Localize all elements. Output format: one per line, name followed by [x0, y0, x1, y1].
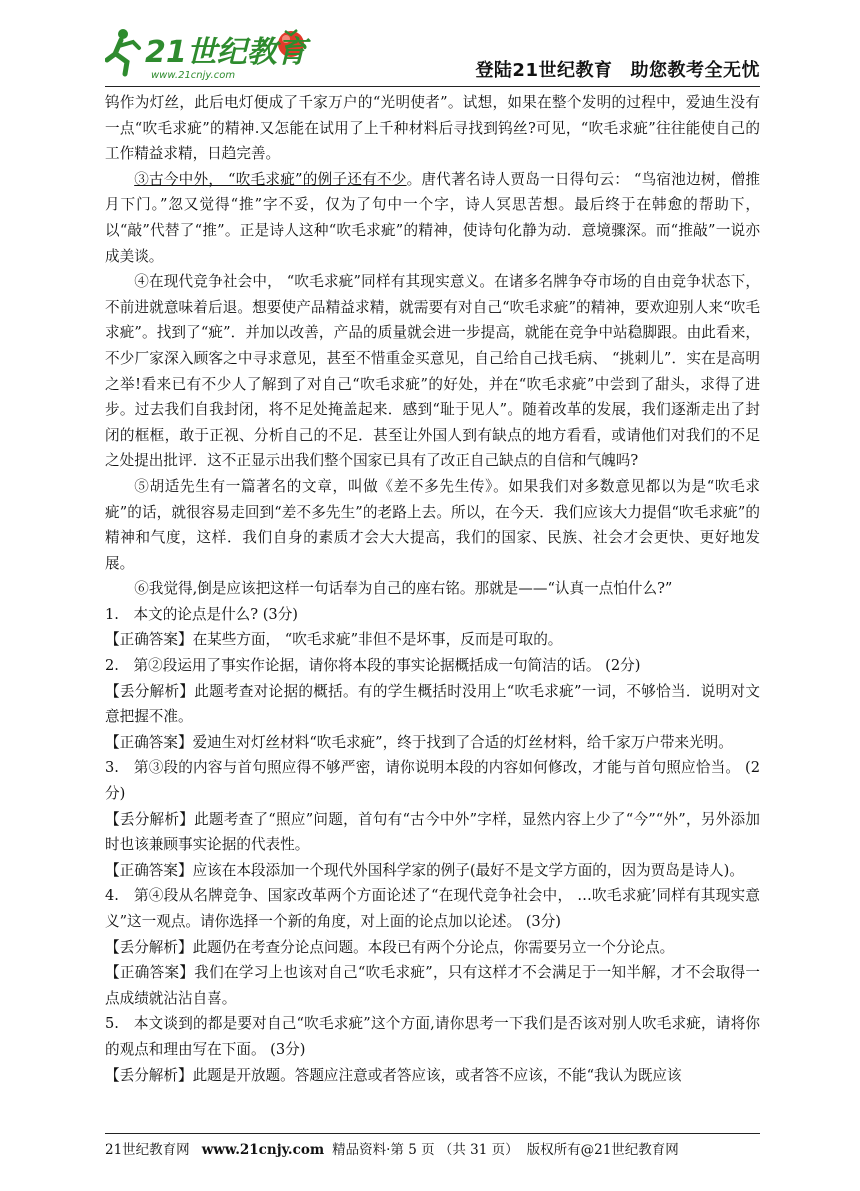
analysis-5: 【丢分解析】此题是开放题。答题应注意或者答应该，或者答不应该，不能“我认为既应该 — [105, 1066, 682, 1084]
question-3: 3. 第③段的内容与首句照应得不够严密，请你说明本段的内容如何修改，才能与首句照应恰当。 (2分) — [105, 759, 760, 803]
question-1: 1. 本文的论点是什么? (3分) — [105, 605, 298, 623]
answer-1: 【正确答案】在某些方面， “吹毛求疵”非但不是坏事，反而是可取的。 — [105, 631, 563, 649]
underlined-phrase: ③古今中外， “吹毛求疵”的例子还有不少 — [134, 170, 407, 188]
paragraph-4: ④在现代竞争社会中， “吹毛求疵”同样有其现实意义。在诸多名牌争夺市场的自由竞争状态下，不前进就意味着后退。想要使产品精益求精，就需要有对自己“吹毛求疵”的精神，要欢迎别人来“吹毛求疵”。找到了“疵”．并加以改善，产品的质量就会进一步提高，就能在竞争中站稳脚跟。由此看来，不少厂家深入顾客之中寻求意见，甚至不惜重金买意见，自己给自己找毛病、 “挑刺儿”．实在是高明之举!看来已有不少人了解到了对自己“吹毛求疵”的好处，并在“吹毛求疵”中尝到了甜头，求得了进步。过去我们自我封闭，将不足处掩盖起来．感到“耻于见人”。随着改革的发展，我们逐渐走出了封闭的框框，敢于正视、分析自己的不足．甚至让外国人到有缺点的地方看看，或请他们对我们的不足之处提出批评．这不正显示出我们整个国家已具有了改正自己缺点的自信和气魄吗? — [105, 273, 760, 470]
question-4: 4. 第④段从名牌竞争、国家改革两个方面论述了“在现代竞争社会中， …吹毛求疵’同样有其现实意义”这一观点。请你选择一个新的角度，对上面的论点加以论述。 (3分) — [105, 887, 760, 930]
footer-site: 21世纪教育网 — [105, 1142, 190, 1158]
paragraph-6: ⑥我觉得,倒是应该把这样一句话奉为自己的座右铭。那就是——“认真一点怕什么?” — [134, 580, 673, 598]
svg-text:21世纪教育: 21世纪教育 — [145, 35, 307, 70]
footer-url[interactable]: www.21cnjy.com — [201, 1142, 325, 1158]
question-2: 2. 第②段运用了事实作论据，请你将本段的事实论据概括成一句简洁的话。 (2分) — [105, 657, 641, 675]
answer-4: 【正确答案】我们在学习上也该对自己“吹毛求疵”，只有这样才不会满足于一知半解，才不会取得一点成绩就沾沾自喜。 — [105, 964, 760, 1007]
logo[interactable] — [105, 24, 315, 84]
page-footer — [105, 1138, 760, 1158]
header-divider — [105, 86, 760, 87]
svg-text:www.21cnjy.com: www.21cnjy.com — [151, 70, 236, 81]
paragraph-3-rest: 。唐代著名诗人贾岛一日得句云： “鸟宿池边树，僧推月下门。”忽又觉得“推”字不妥，仅为了句中一个字，诗人冥思苦想。最后终于在韩愈的帮助下，以“敲”代替了“推”。正是诗人这种“吹毛求疵”的精神，使诗句化静为动．意境骤深。而“推敲”一说亦成美谈。 — [105, 170, 761, 265]
analysis-3: 【丢分解析】此题考查了“照应”问题，首句有“古今中外”字样，显然内容上少了“今”“外”，另外添加时也该兼顾事实论据的代表性。 — [105, 810, 760, 854]
footer-divider — [105, 1133, 760, 1134]
footer-page-info: 精品资料·第 5 页 （共 31 页） — [332, 1142, 519, 1158]
slogan-right: 助您教考全无忧 — [630, 60, 760, 81]
document-body — [105, 90, 760, 1088]
header-slogan — [475, 56, 760, 82]
runner-icon — [107, 29, 139, 74]
question-5: 5. 本文谈到的都是要对自己“吹毛求疵”这个方面,请你思考一下我们是否该对别人吹毛求疵，请将你的观点和理由写在下面。 (3分) — [105, 1015, 760, 1058]
footer-copyright: 版权所有@21世纪教育网 — [526, 1142, 679, 1158]
answer-2: 【正确答案】爱迪生对灯丝材料“吹毛求疵”，终于找到了合适的灯丝材料，给千家万户带来光明。 — [105, 733, 733, 751]
slogan-left: 登陆21世纪教育 — [475, 60, 613, 81]
paragraph-5: ⑤胡适先生有一篇著名的文章，叫做《差不多先生传》。如果我们对多数意见都以为是“吹毛求疵”的话，就很容易走回到“差不多先生”的老路上去。所以，在今天．我们应该大力提倡“吹毛求疵”的精神和气度，这样．我们自身的素质才会大大提高，我们的国家、民族、社会才会更快、更好地发展。 — [105, 477, 760, 572]
page-header — [105, 18, 760, 88]
logo-icon — [105, 24, 315, 84]
paragraph-3 — [105, 167, 760, 269]
analysis-2: 【丢分解析】此题考查对论据的概括。有的学生概括时没用上“吹毛求疵”一词，不够恰当．说明对文意把握不准。 — [105, 682, 760, 726]
answer-3: 【正确答案】应该在本段添加一个现代外国科学家的例子(最好不是文学方面的，因为贾岛是诗人)。 — [105, 861, 744, 879]
analysis-4: 【丢分解析】此题仍在考查分论点问题。本段已有两个分论点，你需要另立一个分论点。 — [105, 938, 675, 956]
paragraph-1: 钨作为灯丝，此后电灯便成了千家万户的“光明使者”。试想，如果在整个发明的过程中，爱迪生没有一点“吹毛求疵”的精神.又怎能在试用了上千种材料后寻找到钨丝?可见，“吹毛求疵”往往能使自己的工作精益求精，日趋完善。 — [105, 94, 760, 163]
